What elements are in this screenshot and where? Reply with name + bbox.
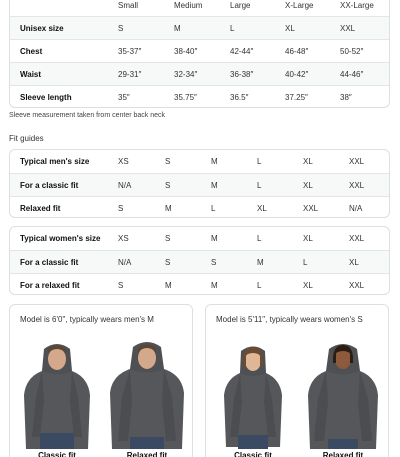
size-header-large: Large [230,1,251,10]
table-cell: N/A [118,181,132,190]
row-label: For a classic fit [20,258,79,267]
table-cell: 35-37″ [118,47,142,56]
table-cell: XS [118,157,129,166]
table-cell: L [257,181,262,190]
row-label: Typical men's size [20,157,90,166]
table-cell: 37.25″ [285,93,308,102]
table-cell: 36-38″ [230,70,254,79]
table-cell: XXL [349,157,365,166]
table-cell: L [230,24,235,33]
size-row-sleeve [10,85,389,108]
table-cell: XS [118,234,129,243]
table-cell: 38-40″ [174,47,198,56]
table-cell: 32-34″ [174,70,198,79]
size-chart-table [9,0,390,108]
table-cell: M [211,234,218,243]
table-cell: XL [349,258,359,267]
row-label: Chest [20,47,43,56]
table-cell: XL [285,24,295,33]
table-cell: XXL [349,281,365,290]
fit-guides-heading: Fit guides [9,134,44,143]
table-cell: XL [257,204,267,213]
row-label: For a relaxed fit [20,281,80,290]
table-cell: L [257,157,262,166]
table-cell: S [118,281,124,290]
table-cell: L [211,204,216,213]
womens-relaxed-fit-row [10,273,389,295]
table-cell: S [165,258,171,267]
table-cell: S [211,258,217,267]
row-label: For a classic fit [20,181,79,190]
table-cell: 40-42″ [285,70,309,79]
table-cell: S [165,234,171,243]
table-cell: L [257,281,262,290]
mens-classic-fit-row [10,173,389,196]
womens-model-card [205,304,389,457]
table-cell: L [303,258,308,267]
mens-fit-table [9,149,390,218]
size-header-xlarge: X-Large [285,1,314,10]
table-cell: M [211,181,218,190]
table-cell: S [165,181,171,190]
mens-relaxed-fit-row [10,196,389,218]
table-cell: 38″ [340,93,352,102]
womens-typical-size-row [10,227,389,250]
table-cell: N/A [118,258,132,267]
table-cell: XL [303,234,313,243]
size-header-medium: Medium [174,1,203,10]
table-cell: M [174,24,181,33]
mens-model-caption: Model is 6'0", typically wears men's M [20,315,154,324]
size-header-xxlarge: XX-Large [340,1,374,10]
table-cell: M [165,204,172,213]
size-row-waist [10,62,389,85]
row-label: Relaxed fit [20,204,61,213]
table-cell: XL [303,157,313,166]
table-cell: S [118,24,124,33]
row-label: Typical women's size [20,234,101,243]
table-cell: 29-31″ [118,70,142,79]
size-row-chest [10,39,389,62]
table-cell: XXL [340,24,356,33]
row-label: Unisex size [20,24,64,33]
table-cell: 35″ [118,93,130,102]
mens-classic-fit-photo [14,337,100,449]
table-cell: M [211,281,218,290]
table-cell: M [211,157,218,166]
table-cell: S [118,204,124,213]
table-cell: XL [303,281,313,290]
table-cell: M [165,281,172,290]
size-header-small: Small [118,1,139,10]
mens-model-card [9,304,193,457]
row-label: Waist [20,70,42,79]
table-cell: 50-52″ [340,47,364,56]
mens-relaxed-fit-photo [104,337,190,449]
size-chart-header [10,0,389,16]
mens-relaxed-fit-label: Relaxed fit [126,451,168,457]
womens-relaxed-fit-label: Relaxed fit [322,451,364,457]
womens-classic-fit-photo [210,337,296,449]
size-row-unisex [10,16,389,39]
table-cell: M [257,258,264,267]
table-cell: 35.75″ [174,93,197,102]
womens-relaxed-fit-photo [300,337,386,449]
table-cell: 36.5″ [230,93,249,102]
sleeve-measurement-note: Sleeve measurement taken from center back neck [9,112,166,119]
mens-typical-size-row [10,150,389,173]
row-label: Sleeve length [20,93,72,102]
table-cell: XL [303,181,313,190]
table-cell: XXL [349,181,365,190]
mens-classic-fit-label: Classic fit [38,451,76,457]
table-cell: 42-44″ [230,47,254,56]
table-cell: L [257,234,262,243]
table-cell: 44-46″ [340,70,364,79]
womens-fit-table [9,226,390,295]
womens-classic-fit-row [10,250,389,273]
womens-model-caption: Model is 5'11", typically wears women's S [216,315,363,324]
table-cell: S [165,157,171,166]
table-cell: XXL [349,234,365,243]
womens-classic-fit-label: Classic fit [234,451,272,457]
table-cell: 46-48″ [285,47,309,56]
table-cell: N/A [349,204,363,213]
table-cell: XXL [303,204,319,213]
